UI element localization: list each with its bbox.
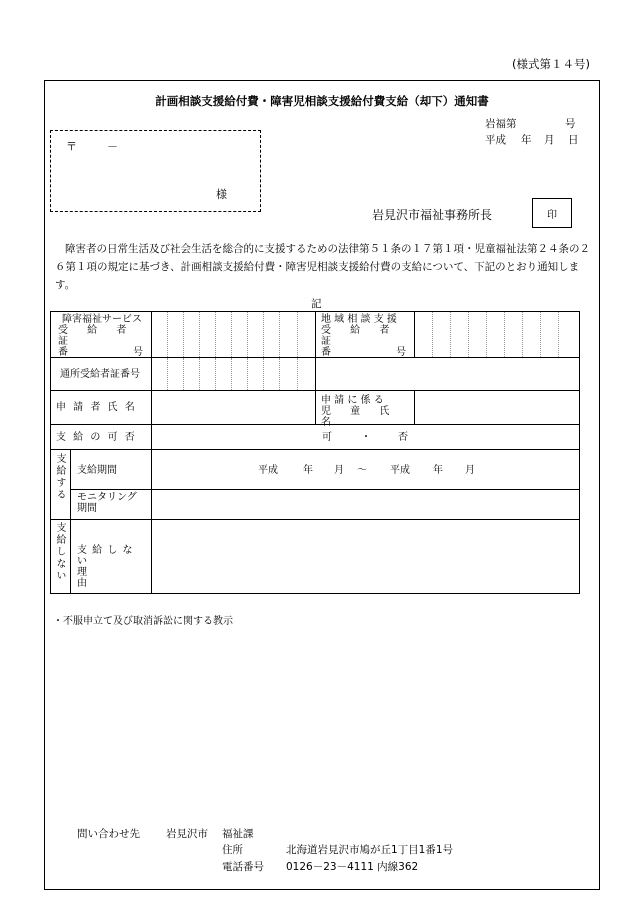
contact-address-label: 住所 — [222, 844, 243, 856]
service-cert-label — [58, 314, 146, 358]
recipient-address-box — [50, 130, 261, 212]
appeal-note: ・不服申立て及び取消訴訟に関する教示 — [53, 616, 233, 627]
monitoring-label-line2: 期間 — [77, 503, 97, 514]
day-care-cert-label: 通所受給者証番号 — [60, 369, 140, 380]
contact-address: 北海道岩見沢市鳩が丘1丁目1番1号 — [286, 844, 454, 856]
issuer-name: 岩見沢市福祉事務所長 — [372, 208, 493, 222]
reason-label-line2: 理 由 — [77, 567, 87, 589]
doc-number-prefix: 岩福第 — [485, 118, 517, 130]
notice-body: 障害者の日常生活及び社会生活を総合的に支援するための法律第５１条の１７第１項・児童福祉法第２４条の２６第１項の規定に基づき、計画相談支援給付費・障害児相談支援給付費の支給について、下記のとおり通知します。 — [55, 243, 590, 291]
contact-city: 岩見沢市 — [166, 828, 208, 840]
date-month: 月 — [544, 134, 555, 146]
contact-tel-label: 電話番号 — [222, 861, 264, 873]
honorific-sama: 様 — [216, 188, 227, 201]
pay-group-label: 支給する — [54, 453, 65, 501]
period-tilde: ～ — [357, 465, 367, 476]
service-cert-label-line2: 受 給 者 証 — [58, 325, 135, 347]
period-end-year: 年 — [433, 465, 443, 476]
period-end-era: 平成 — [390, 465, 410, 476]
form-title: 計画相談支援給付費・障害児相談支援給付費支給（却下）通知書 — [155, 94, 489, 108]
service-cert-label-line3: 番 号 — [58, 347, 144, 358]
nopay-group-label: 支給しない — [54, 522, 65, 582]
period-start-era: 平成 — [258, 465, 278, 476]
child-name-label-line1: 申 請 に 係 る — [321, 395, 384, 406]
period-start-year: 年 — [303, 465, 313, 476]
consult-cert-label-line2: 受 給 者 証 — [321, 325, 398, 347]
date-day: 日 — [568, 134, 579, 146]
applicant-name-label: 申 請 者 氏 名 — [56, 402, 137, 413]
consult-cert-label-line1: 地 域 相 談 支 援 — [321, 314, 397, 325]
date-year: 年 — [521, 134, 532, 146]
monitoring-label-line1: モニタリング — [77, 492, 137, 503]
doc-number-suffix: 号 — [565, 118, 576, 130]
period-end-month: 月 — [465, 465, 475, 476]
reason-label — [77, 545, 147, 589]
seal-box: 印 — [532, 198, 572, 228]
period-label: 支給期間 — [77, 465, 117, 476]
child-name-label-line2: 児 童 氏 名 — [321, 406, 398, 428]
monitoring-label — [77, 492, 137, 514]
child-name-label — [321, 395, 411, 428]
contact-label: 問い合わせ先 — [77, 828, 140, 840]
contact-dept: 福祉課 — [222, 828, 254, 840]
period-start-month: 月 — [334, 465, 344, 476]
postal-mark: 〒 — [66, 140, 77, 153]
approval-label: 支 給 の 可 否 — [56, 432, 137, 443]
contact-tel: 0126－23－4111 内線362 — [286, 861, 419, 873]
form-number: (様式第１４号) — [512, 57, 590, 71]
consult-cert-label-line3: 番 号 — [321, 347, 407, 358]
reason-label-line1: 支 給 し な い — [77, 545, 134, 567]
ki-mark: 記 — [311, 298, 322, 310]
postal-dash: － — [107, 140, 118, 153]
approval-no: 否 — [398, 432, 408, 443]
date-era: 平成 — [485, 134, 506, 146]
consult-cert-label — [321, 314, 411, 358]
service-cert-label-line1: 障害福祉サービス — [62, 314, 142, 325]
approval-separator: ・ — [361, 432, 371, 443]
approval-yes: 可 — [322, 432, 332, 443]
